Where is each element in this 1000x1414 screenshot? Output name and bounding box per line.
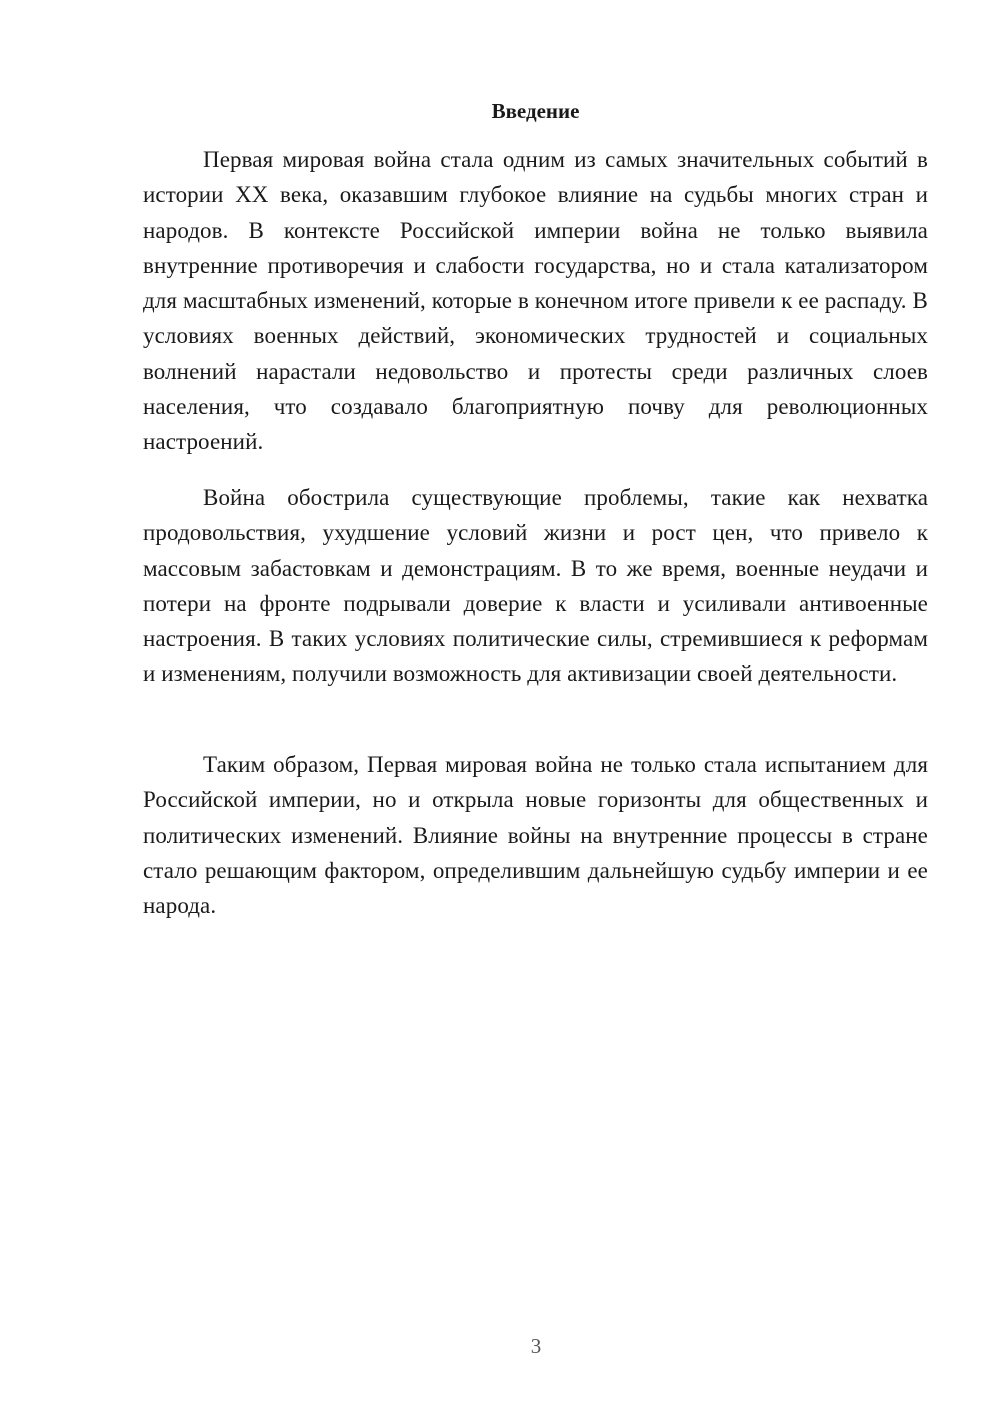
page-title: Введение <box>491 99 580 123</box>
paragraph-2: Война обострила существующие проблемы, такие как нехватка продовольствия, ухудшение условий жизни и рост цен, что привело к массовым забастовкам и демонстрациям. В то же время, военные неудачи и потери на фронте подрывали доверие к власти и усиливали антивоенные настроения. В таких условиях политические силы, стремившиеся к реформам и изменениям, получили возможность для активизации своей деятельности. <box>143 485 928 687</box>
page-number: 3 <box>530 1334 542 1358</box>
paragraph-1: Первая мировая война стала одним из самых значительных событий в истории XX века, оказавшим глубокое влияние на судьбы многих стран и народов. В контексте Российской империи война не только выявила внутренние противоречия и слабости государства, но и стала катализатором для масштабных изменений, которые в конечном итоге привели к ее распаду. В условиях военных действий, экономических трудностей и социальных волнений нарастали недовольство и протесты среди различных слоев населения, что создавало благоприятную почву для революционных настроений. <box>143 147 928 455</box>
paragraph-3: Таким образом, Первая мировая война не только стала испытанием для Российской империи, но и открыла новые горизонты для общественных и политических изменений. Влияние войны на внутренние процессы в стране стало решающим фактором, определившим дальнейшую судьбу империи и ее народа. <box>143 752 928 919</box>
